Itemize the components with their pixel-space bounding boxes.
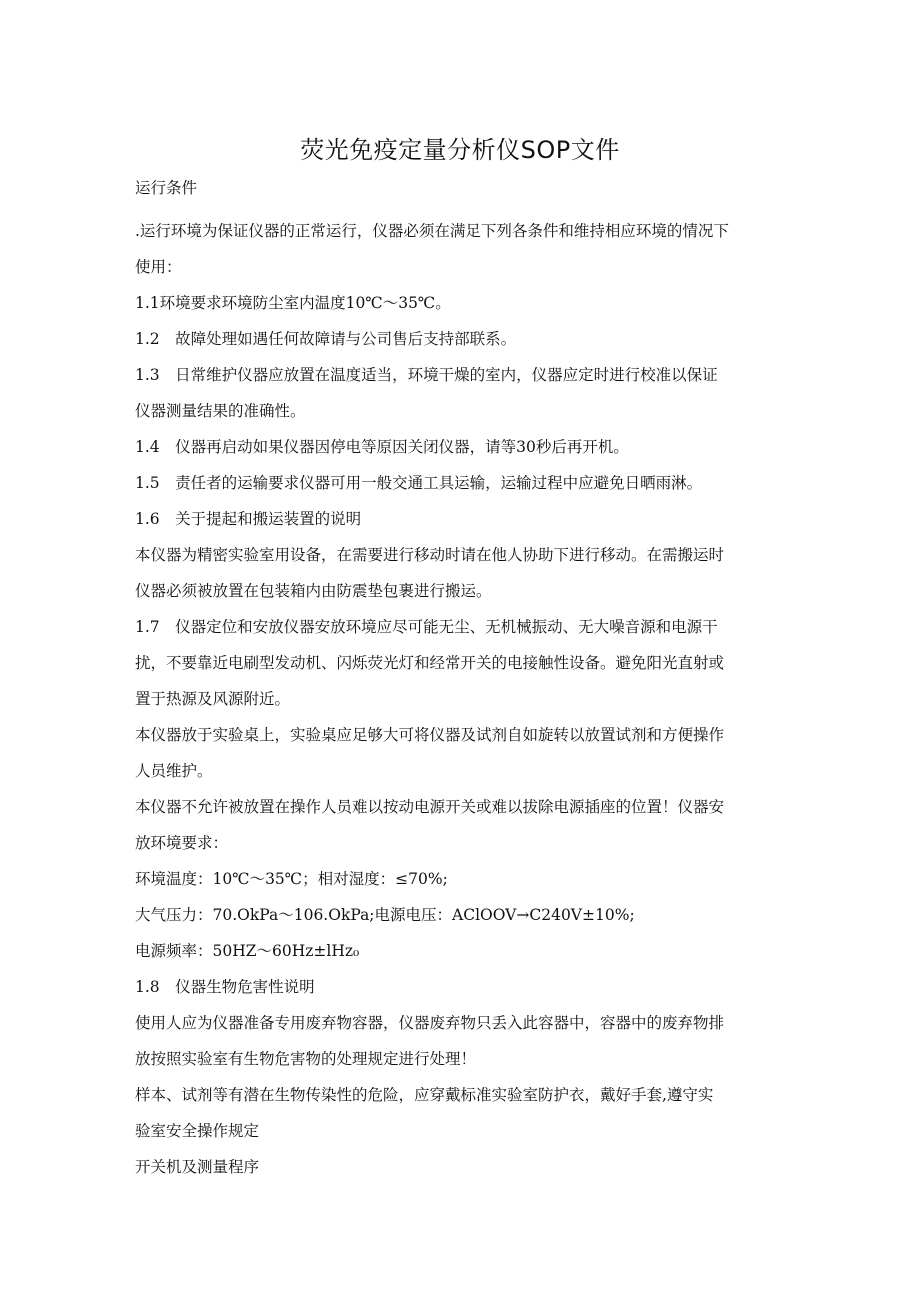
paragraph-line: 1.6 关于提起和搬运装置的说明	[135, 510, 362, 528]
paragraph-line: 置于热源及风源附近。	[135, 690, 291, 708]
paragraph-line: 本仪器不允许被放置在操作人员难以按动电源开关或难以拔除电源插座的位置！仪器安	[135, 798, 725, 816]
paragraph-line: 样本、试剂等有潜在生物传染性的危险，应穿戴标准实验室防护衣，戴好手套,遵守实	[135, 1086, 714, 1104]
document-body	[135, 174, 790, 1189]
paragraph-line: 电源频率：50HZ～60Hz±lHz₀	[135, 942, 360, 960]
document-title: 荧光免疫定量分析仪SOP文件	[300, 136, 620, 164]
paragraph-line: 1.8 仪器生物危害性说明	[135, 978, 315, 996]
paragraph-line: 放按照实验室有生物危害物的处理规定进行处理！	[135, 1050, 477, 1068]
paragraph-line: 使用人应为仪器准备专用废弃物容器，仪器废弃物只丢入此容器中，容器中的废弃物排	[135, 1014, 725, 1032]
paragraph-line: 本仪器为精密实验室用设备，在需要进行移动时请在他人协助下进行移动。在需搬运时	[135, 546, 725, 564]
paragraph-line: 本仪器放于实验桌上，实验桌应足够大可将仪器及试剂自如旋转以放置试剂和方便操作	[135, 726, 725, 744]
paragraph-line: 仪器测量结果的准确性。	[135, 402, 306, 420]
paragraph-line: 1.7 仪器定位和安放仪器安放环境应尽可能无尘、无机械振动、无大噪音源和电源干	[135, 618, 718, 636]
paragraph-line: 1.4 仪器再启动如果仪器因停电等原因关闭仪器，请等30秒后再开机。	[135, 438, 629, 456]
paragraph-line: 大气压力：70.OkPa～106.OkPa;电源电压：AClOOV→C240V±10%;	[135, 906, 635, 924]
paragraph-line: 验室安全操作规定	[135, 1122, 260, 1140]
paragraph-line: 扰，不要靠近电刷型发动机、闪烁荧光灯和经常开关的电接触性设备。避免阳光直射或	[135, 654, 725, 672]
paragraph-line: 放环境要求：	[135, 834, 229, 852]
paragraph-line: 环境温度：10℃～35℃；相对湿度：≤70%;	[135, 870, 448, 888]
paragraph-line: 1.1环境要求环境防尘室内温度10℃～35℃。	[135, 294, 451, 312]
section-heading-power-and-measurement: 开关机及测量程序	[135, 1158, 260, 1176]
paragraph-line: 1.5 责任者的运输要求仪器可用一般交通工具运输，运输过程中应避免日晒雨淋。	[135, 474, 703, 492]
paragraph-line: .运行环境为保证仪器的正常运行，仪器必须在满足下列各条件和维持相应环境的情况下	[135, 222, 729, 240]
paragraph-line: 人员维护。	[135, 762, 213, 780]
paragraph-line: 仪器必须被放置在包装箱内由防震垫包裹进行搬运。	[135, 582, 492, 600]
paragraph-line: 使用：	[135, 258, 182, 276]
section-heading-operating-conditions: 运行条件	[135, 179, 198, 197]
paragraph-line: 1.2 故障处理如遇任何故障请与公司售后支持部联系。	[135, 330, 517, 348]
paragraph-line: 1.3 日常维护仪器应放置在温度适当，环境干燥的室内，仪器应定时进行校准以保证	[135, 366, 718, 384]
